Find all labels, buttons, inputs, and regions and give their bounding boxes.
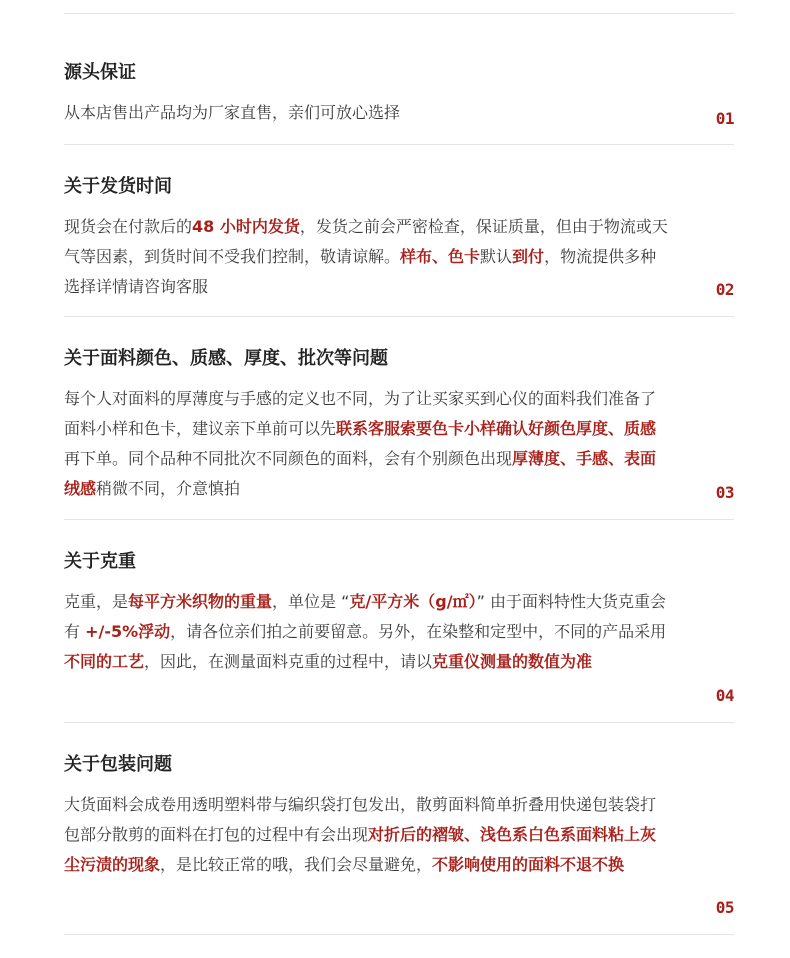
highlight-text: 不影响使用的面料不退不换 bbox=[432, 855, 625, 874]
body-text: ，因此，在测量面料克重的过程中，请以 bbox=[144, 652, 433, 671]
highlight-text: +/-5%浮动 bbox=[85, 622, 171, 641]
section-title: 关于克重 bbox=[64, 551, 136, 572]
section-fabric-color bbox=[64, 346, 734, 516]
section-number: 02 bbox=[715, 280, 734, 299]
section-body bbox=[64, 587, 669, 677]
section-number: 03 bbox=[715, 483, 734, 502]
divider-1 bbox=[64, 144, 734, 145]
section-packaging bbox=[64, 752, 734, 932]
highlight-text: 联系客服索要色卡小样确认好颜色厚度、质感 bbox=[336, 419, 657, 438]
section-title: 源头保证 bbox=[64, 62, 136, 83]
section-title: 关于面料颜色、质感、厚度、批次等问题 bbox=[64, 348, 388, 369]
body-text: 稍微不同，介意慎拍 bbox=[96, 479, 241, 498]
body-text: ，是比较正常的哦，我们会尽量避免， bbox=[160, 855, 433, 874]
section-body bbox=[64, 98, 669, 128]
section-body bbox=[64, 212, 669, 302]
section-number: 04 bbox=[715, 686, 734, 705]
highlight-text: 不同的工艺 bbox=[64, 652, 145, 671]
section-source-guarantee bbox=[64, 60, 734, 140]
highlight-text: 到付 bbox=[512, 247, 545, 266]
highlight-text: 每平方米织物的重量 bbox=[128, 592, 273, 611]
body-text: 再下单。同个品种不同批次不同颜色的面料，会有个别颜色出现 bbox=[64, 449, 513, 468]
divider-4 bbox=[64, 722, 734, 723]
body-text: ，单位是 “ bbox=[272, 592, 350, 611]
highlight-text: 克/平方米（g/㎡） bbox=[349, 592, 477, 611]
divider-2 bbox=[64, 316, 734, 317]
highlight-text: 样布、色卡 bbox=[400, 247, 481, 266]
highlight-text: 厚薄度、手感、表面绒感 bbox=[64, 449, 657, 498]
section-number: 01 bbox=[715, 109, 734, 128]
divider-top bbox=[64, 13, 734, 14]
divider-3 bbox=[64, 519, 734, 520]
section-fabric-weight bbox=[64, 549, 734, 719]
section-body bbox=[64, 790, 669, 880]
body-text: ” 由于面料特性大货克重会有 bbox=[64, 592, 666, 641]
body-text: 默认 bbox=[480, 247, 513, 266]
body-text: ，请各位亲们拍之前要留意。另外，在染整和定型中，不同的产品采用 bbox=[170, 622, 667, 641]
section-number: 05 bbox=[715, 898, 734, 917]
section-body bbox=[64, 384, 669, 504]
body-text: 现货会在付款后的 bbox=[64, 217, 193, 236]
body-text: 大货面料会成卷用透明塑料带与编织袋打包发出，散剪面料简单折叠用快递包装袋打包部分散剪的面料在打包的过程中有会出现 bbox=[64, 795, 657, 844]
body-text: ，物流提供多种选择详情请咨询客服 bbox=[64, 247, 657, 296]
section-shipping-time bbox=[64, 174, 734, 314]
highlight-text: 对折后的褶皱、浅色系白色系面料粘上灰尘污渍的现象 bbox=[64, 825, 657, 874]
body-text: 每个人对面料的厚薄度与手感的定义也不同，为了让买家买到心仪的面料我们准备了面料小样和色卡，建议亲下单前可以先 bbox=[64, 389, 657, 438]
body-text: 克重，是 bbox=[64, 592, 129, 611]
highlight-text: 48 小时内发货 bbox=[192, 217, 300, 236]
section-title: 关于包装问题 bbox=[64, 754, 172, 775]
highlight-text: 克重仪测量的数值为准 bbox=[432, 652, 593, 671]
section-title: 关于发货时间 bbox=[64, 176, 172, 197]
divider-5 bbox=[64, 934, 734, 935]
body-text: 从本店售出产品均为厂家直售，亲们可放心选择 bbox=[64, 103, 401, 122]
body-text: ，发货之前会严密检查，保证质量，但由于物流或天气等因素，到货时间不受我们控制，敬请谅解。 bbox=[64, 217, 668, 266]
